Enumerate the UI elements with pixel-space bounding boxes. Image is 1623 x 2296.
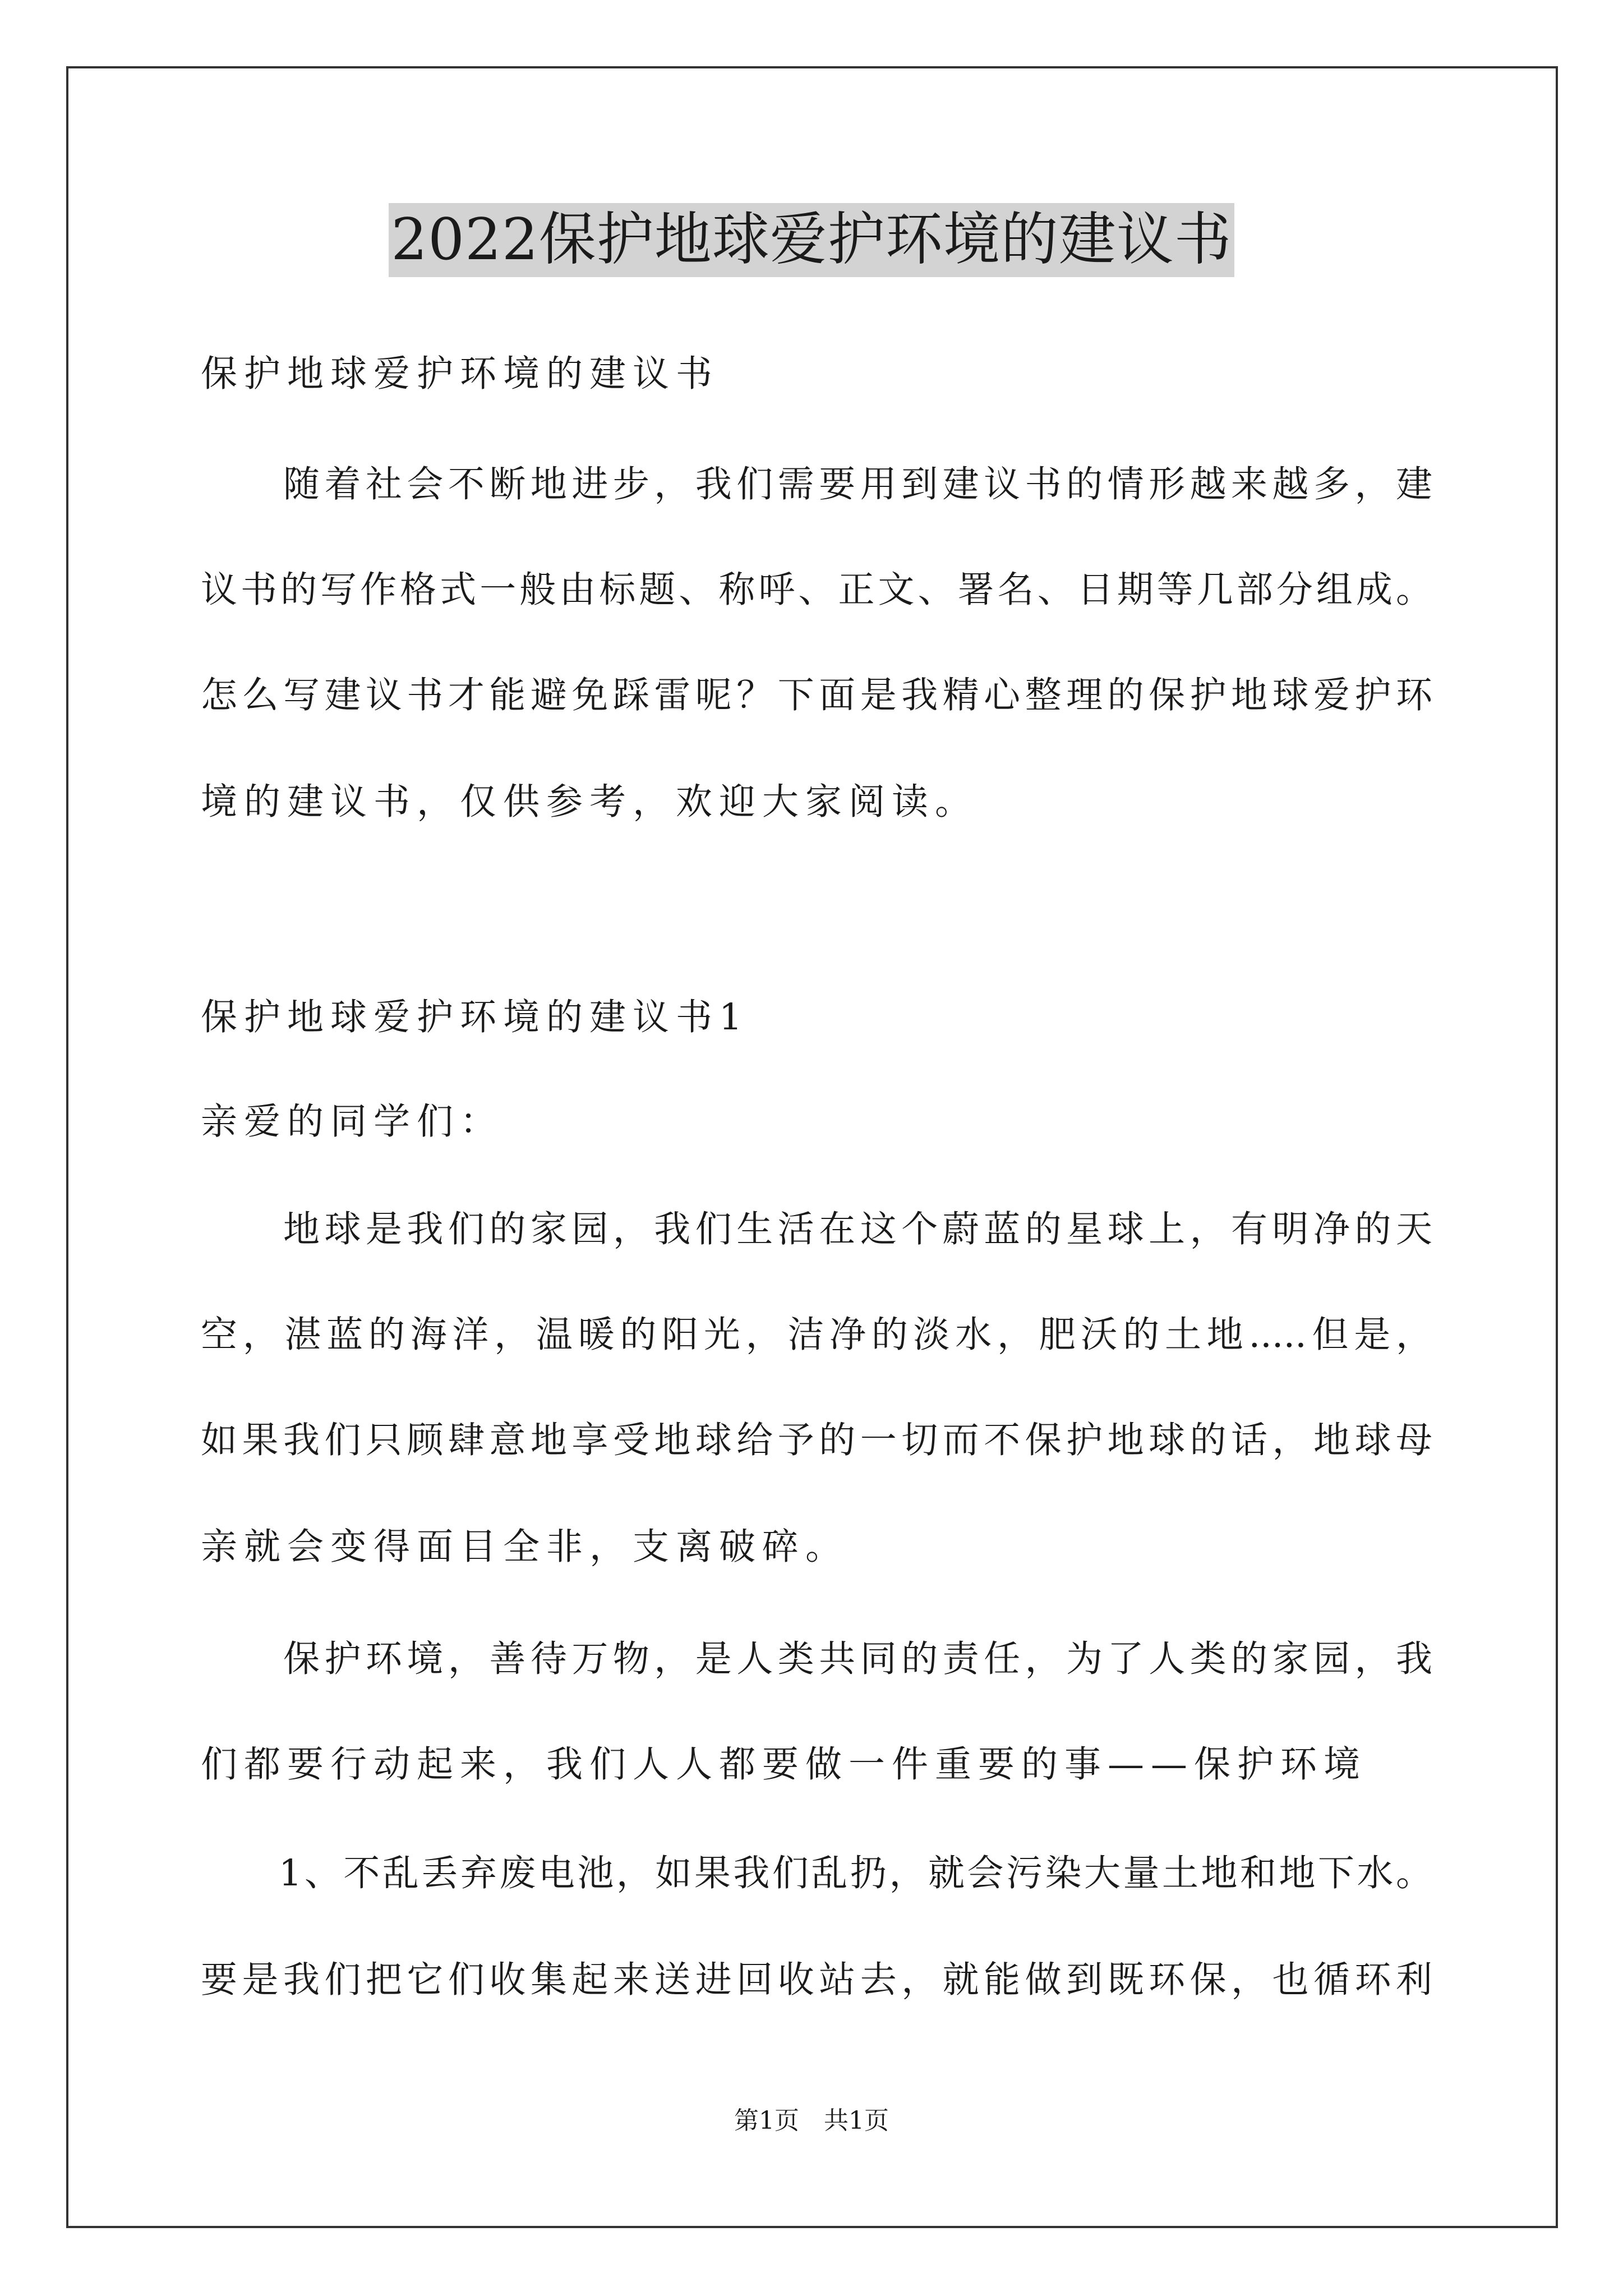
paragraph-line: 地球是我们的家园，我们生活在这个蔚蓝的星球上，有明净的天 bbox=[201, 1208, 1432, 1250]
page-footer: 第1页 共1页 bbox=[734, 2106, 889, 2135]
paragraph-line: 空，湛蓝的海洋，温暖的阳光，洁净的淡水，肥沃的土地.....但是， bbox=[201, 1314, 1432, 1356]
document-title: 2022保护地球爱护环境的建议书 bbox=[389, 203, 1234, 277]
paragraph-line: 如果我们只顾肆意地享受地球给予的一切而不保护地球的话，地球母 bbox=[201, 1419, 1432, 1461]
section-heading: 保护地球爱护环境的建议书1 bbox=[201, 996, 749, 1038]
paragraph-line: 保护环境，善待万物，是人类共同的责任，为了人类的家园，我 bbox=[201, 1638, 1432, 1680]
salutation: 亲爱的同学们： bbox=[201, 1101, 504, 1143]
subtitle-line: 保护地球爱护环境的建议书 bbox=[201, 353, 720, 395]
paragraph-line: 们都要行动起来，我们人人都要做一件重要的事——保护环境 bbox=[201, 1743, 1367, 1786]
title-container bbox=[0, 203, 1623, 277]
paragraph-line: 境的建议书，仅供参考，欢迎大家阅读。 bbox=[201, 781, 979, 823]
paragraph-line: 1、不乱丢弃废电池，如果我们乱扔，就会污染大量土地和地下水。 bbox=[201, 1852, 1432, 1894]
paragraph-line: 要是我们把它们收集起来送进回收站去，就能做到既环保，也循环利 bbox=[201, 1959, 1432, 2001]
paragraph-line: 议书的写作格式一般由标题、称呼、正文、署名、日期等几部分组成。 bbox=[201, 569, 1432, 611]
paragraph-line: 随着社会不断地进步，我们需要用到建议书的情形越来越多，建 bbox=[201, 463, 1432, 505]
paragraph-line: 怎么写建议书才能避免踩雷呢？下面是我精心整理的保护地球爱护环 bbox=[201, 674, 1432, 716]
paragraph-line: 亲就会变得面目全非，支离破碎。 bbox=[201, 1526, 849, 1568]
